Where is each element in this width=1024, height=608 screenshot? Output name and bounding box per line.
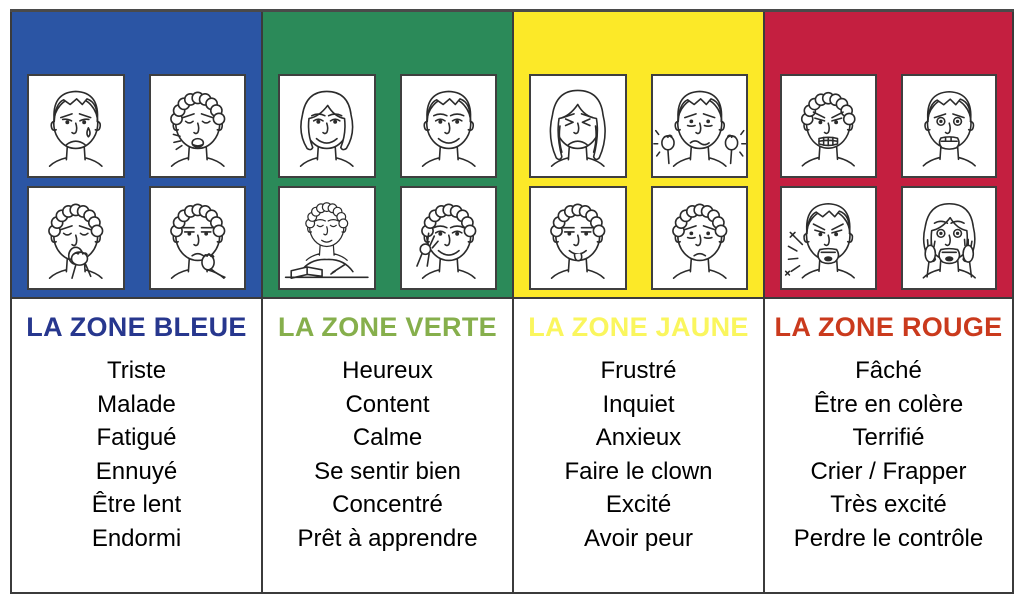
bored-face-icon-box — [149, 186, 247, 290]
zone-column-verte — [261, 12, 512, 594]
zone-title: LA ZONE BLEUE — [26, 312, 247, 342]
zone-column-jaune — [512, 12, 763, 594]
zone-word: Très excité — [830, 491, 947, 518]
zone-word: Se sentir bien — [314, 457, 461, 485]
zone-word: Fâché — [855, 357, 922, 384]
zone-face-grid — [27, 74, 246, 290]
anxious-boy-face-icon — [653, 76, 747, 176]
zone-word: Heureux — [342, 357, 433, 384]
sad-crying-face-icon — [29, 76, 123, 176]
zone-word-list — [263, 354, 512, 555]
silly-clown-face-icon-box — [529, 186, 627, 290]
happy-girl-face-icon — [280, 76, 374, 176]
zone-word-list — [514, 354, 763, 555]
student-at-desk-icon — [280, 188, 374, 288]
zone-word: Fatigué — [96, 424, 177, 451]
anxious-boy-face-icon-box — [651, 74, 749, 178]
zone-word: Ennuyé — [95, 457, 178, 485]
yelling-face-icon — [782, 188, 875, 288]
sick-sneezing-face-icon — [151, 76, 245, 176]
ok-sign-face-icon — [402, 188, 496, 288]
zone-text-box — [263, 299, 512, 592]
zone-text-box — [12, 299, 261, 592]
zone-face-grid — [278, 74, 497, 290]
zone-word: Être en colère — [813, 390, 964, 418]
zone-word: Perdre le contrôle — [793, 524, 984, 552]
terrified-face-icon — [903, 76, 996, 176]
student-at-desk-icon-box — [278, 186, 376, 290]
zone-column-bleue — [10, 12, 261, 594]
sick-sneezing-face-icon-box — [149, 74, 247, 178]
zone-word: Triste — [106, 357, 167, 384]
zone-columns — [10, 9, 1014, 594]
zone-face-grid — [780, 74, 997, 290]
zone-word: Faire le clown — [564, 457, 713, 485]
yawning-face-icon — [29, 188, 123, 288]
zone-word: Malade — [97, 390, 176, 418]
zone-word: Endormi — [91, 524, 182, 552]
zones-of-regulation-poster — [10, 9, 1014, 594]
zone-word: Calme — [352, 424, 423, 451]
zone-word: Content — [345, 390, 430, 418]
zone-word: Prêt à apprendre — [297, 524, 478, 552]
zone-text-box — [514, 299, 763, 592]
zone-word: Concentré — [332, 491, 443, 518]
zone-title: LA ZONE JAUNE — [528, 312, 749, 342]
zone-word-list — [765, 354, 1012, 555]
ok-sign-face-icon-box — [400, 186, 498, 290]
frustrated-girl-face-icon-box — [529, 74, 627, 178]
worried-face-icon — [653, 188, 747, 288]
frustrated-girl-face-icon — [531, 76, 625, 176]
smiling-boy-face-icon-box — [400, 74, 498, 178]
zone-word: Anxieux — [595, 424, 682, 451]
zone-column-rouge — [763, 12, 1014, 594]
screaming-girl-face-icon-box — [901, 186, 998, 290]
zone-faces-panel — [514, 12, 763, 299]
zone-face-grid — [529, 74, 748, 290]
zone-text-box — [765, 299, 1012, 592]
zone-word: Frustré — [600, 357, 677, 384]
zone-title: LA ZONE ROUGE — [774, 312, 1003, 342]
bored-face-icon — [151, 188, 245, 288]
zone-title: LA ZONE VERTE — [278, 312, 497, 342]
zone-faces-panel — [765, 12, 1012, 299]
angry-face-icon-box — [780, 74, 877, 178]
yawning-face-icon-box — [27, 186, 125, 290]
happy-girl-face-icon-box — [278, 74, 376, 178]
zone-word: Inquiet — [602, 390, 675, 418]
zone-faces-panel — [12, 12, 261, 299]
terrified-face-icon-box — [901, 74, 998, 178]
zone-word: Terrifié — [852, 424, 925, 451]
yelling-face-icon-box — [780, 186, 877, 290]
angry-face-icon — [782, 76, 875, 176]
zone-word: Être lent — [91, 491, 182, 518]
zone-word: Excité — [605, 491, 672, 518]
screaming-girl-face-icon — [903, 188, 996, 288]
zone-word-list — [12, 354, 261, 555]
zone-faces-panel — [263, 12, 512, 299]
silly-clown-face-icon — [531, 188, 625, 288]
zone-word: Avoir peur — [584, 524, 693, 552]
smiling-boy-face-icon — [402, 76, 496, 176]
sad-crying-face-icon-box — [27, 74, 125, 178]
zone-word: Crier / Frapper — [810, 457, 967, 485]
worried-face-icon-box — [651, 186, 749, 290]
